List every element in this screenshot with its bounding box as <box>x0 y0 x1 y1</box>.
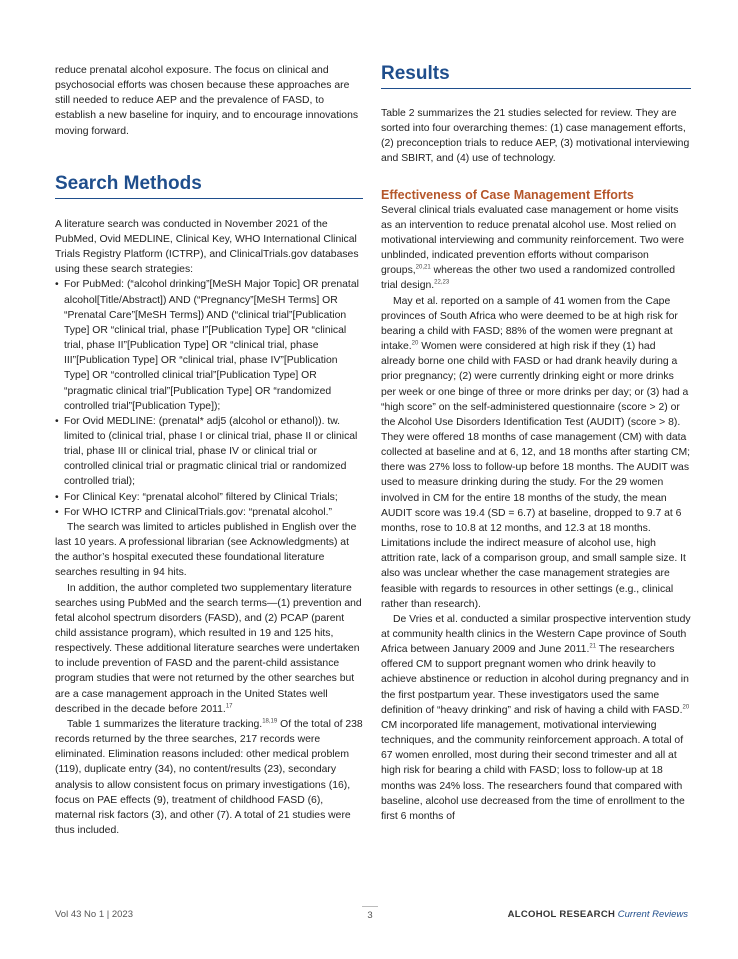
citation-ref: 20 <box>682 704 690 711</box>
case-management-subheading: Effectiveness of Case Management Efforts <box>381 187 634 202</box>
search-methods-heading: Search Methods <box>55 173 363 199</box>
search-methods-paragraph-1: A literature search was conducted in November 2021 of the PubMed, Ovid MEDLINE, Clinical Key, WHO International Clinical Trials Registry Platform (ICTRP), and ClinicalTrials.gov databases using these search strategies: <box>55 218 359 276</box>
search-methods-paragraph-2: The search was limited to articles published in English over the last 10 years. A professional librarian (see Acknowledgments) at the author’s hospital executed these foundational literature searches resulting in 94 hits. <box>55 521 357 579</box>
citation-ref: 22,23 <box>434 279 450 286</box>
citation-ref: 21 <box>589 643 597 650</box>
citation-ref: 20,21 <box>415 264 431 271</box>
left-column <box>55 63 363 838</box>
search-strategy-list <box>55 277 363 520</box>
results-paragraph-4: De Vries et al. conducted a similar prospective intervention study at community health clinics in the Western Cape province of South Africa between January 2009 and June 2011.21 The researchers offered CM to support pregnant women who drink heavily to achieve abstinence or reduction in alcohol during pregnancy and in the first postpartum year. These investigators used the same definition of “heavy drinking” and risk of having a child with FASD.$^{20}$ CM incorporated life management, motivational interviewing techniques, and the community reinforcement approach. A total of 67 women enrolled, most during their second trimester and all at high risk for bearing a child with FASD; loss to follow-up at 18 months was 24% loss. The researchers found that compared with baseline, alcohol use decreased from the time of enrollment to the first 6 months of <box>381 613 691 822</box>
search-methods-paragraph-4: Table 1 summarizes the literature tracking.$^{18,19}$ Of the total of 238 records returned by the three searches, 217 records were eliminated. Elimination reasons included: other medical problem (119), duplicate entry (34), no content/results (23), secondary analysis to allow consistent focus on primary investigations (16), focus on PAE effects (9), treatment of childhood FASD (6), maternal risk factors (3), and other (7). A total of 21 studies were thus included. <box>55 718 363 837</box>
list-item: • For Clinical Key: “prenatal alcohol” filtered by Clinical Trials; <box>55 490 363 505</box>
journal-name <box>508 909 688 920</box>
results-heading: Results <box>381 63 691 89</box>
results-paragraph-2: Several clinical trials evaluated case management or home visits as an intervention to reduce prenatal alcohol use. Most relied on motivational interviewing and community reinforcement. Two were unblinded, indicated prevention efforts without comparison groups,$^{20,21}$ whereas the other two used a randomized controlled trial design.$^{22,23}$ <box>381 204 685 292</box>
citation-ref: 18,19 <box>262 718 278 725</box>
page-number: 3 <box>362 906 378 921</box>
results-paragraph-1: Table 2 summarizes the 21 studies selected for review. They are sorted into four overarching themes: (1) case management efforts, (2) preconception trials to reduce AEP, (3) motivational interviewing and SBIRT, and (4) use of technology. <box>381 108 690 165</box>
list-item: • For WHO ICTRP and ClinicalTrials.gov: “prenatal alcohol.” <box>55 505 363 520</box>
list-item: • For Ovid MEDLINE: (prenatal* adj5 (alcohol or ethanol)). tw. limited to (clinical trial, phase I or clinical trial, phase II or clinical trial, phase III or clinical trial, phase IV or clinical trial or controlled clinical trial or pragmatic clinical trial or randomized controlled trial); <box>55 414 363 490</box>
journal-subtitle: Current Reviews <box>617 909 688 920</box>
citation-ref: 20 <box>411 340 419 347</box>
search-methods-paragraph-3: In addition, the author completed two supplementary literature searches using PubMed and the search terms—(1) prevention and fetal alcohol spectrum disorders (FASD), and (2) PCAP (parent child assistance program), which resulted in 19 and 125 hits, respectively. These additional literature searches were undertaken to include prevention of FASD and the parent-child assistance program studies that were not returned by the other searches but are a case management approach in the United States well described in the decade before 2011.17 <box>55 582 362 715</box>
citation-ref: 17 <box>225 703 233 710</box>
journal-title: ALCOHOL RESEARCH <box>507 909 616 920</box>
issue-info: Vol 43 No 1 | 2023 <box>55 909 133 920</box>
right-column <box>381 63 691 824</box>
list-item: • For PubMed: (“alcohol drinking”[MeSH Major Topic] OR prenatal alcohol[Title/Abstract]) AND (“Pregnancy”[MeSH Terms] OR “Prenatal Care”[MeSH Terms]) AND (“clinical trial”[Publication Type] OR “clinical trial, phase I”[Publication Type] OR “clinical trial, phase II”[Publication Type] OR “clinical trial, phase III”[Publication Type] OR “clinical trial, phase IV”[Publication Type] OR “controlled clinical trial”[Publication Type] OR “pragmatic clinical trial”[Publication Type] OR “randomized controlled trial”[Publication Type]); <box>55 277 363 413</box>
results-paragraph-3: May et al. reported on a sample of 41 women from the Cape provinces of South Africa who were deemed to be at high risk for bearing a child with FASD; 88% of the women were pregnant at intake.$^{20}$ Women were considered at high risk if they (1) had already borne one child with FASD or had drank heavily during a prior pregnancy; (2) were currently drinking eight or more drinks per week or one binge of three or more drinks per day; or (3) had a “high score” on the self-administered questionnaire (score > 2) or the Alcohol Use Disorders Identification Test (AUDIT) (score > 8). They were offered 18 months of case management (CM) with data collected at baseline and at 6, 12, and 18 months after starting CM; there was 27% loss to follow-up before 18 months. The AUDIT was used to measure drinking during the study. For the 29 women involved in CM for the entire 18 months of the study, the mean AUDIT score was 19.4 (SD = 6.7) at baseline, dropped to 9.7 at 6 months, rose to 10.8 at 12 months, and 12.3 at 18 months. Limitations include the indirect measure of alcohol use, high attrition rate, lack of a comparison group, and small sample size. It also was unclear whether the case management strategies are feasible with regards to resources in other settings (e.g., clinical rather than research). <box>381 295 691 610</box>
intro-paragraph: reduce prenatal alcohol exposure. The focus on clinical and psychosocial efforts was chosen because these approaches are still needed to reduce AEP and the prevalence of FASD, to establish a new baseline for inquiry, and to encourage innovations moving forward. <box>55 65 359 137</box>
